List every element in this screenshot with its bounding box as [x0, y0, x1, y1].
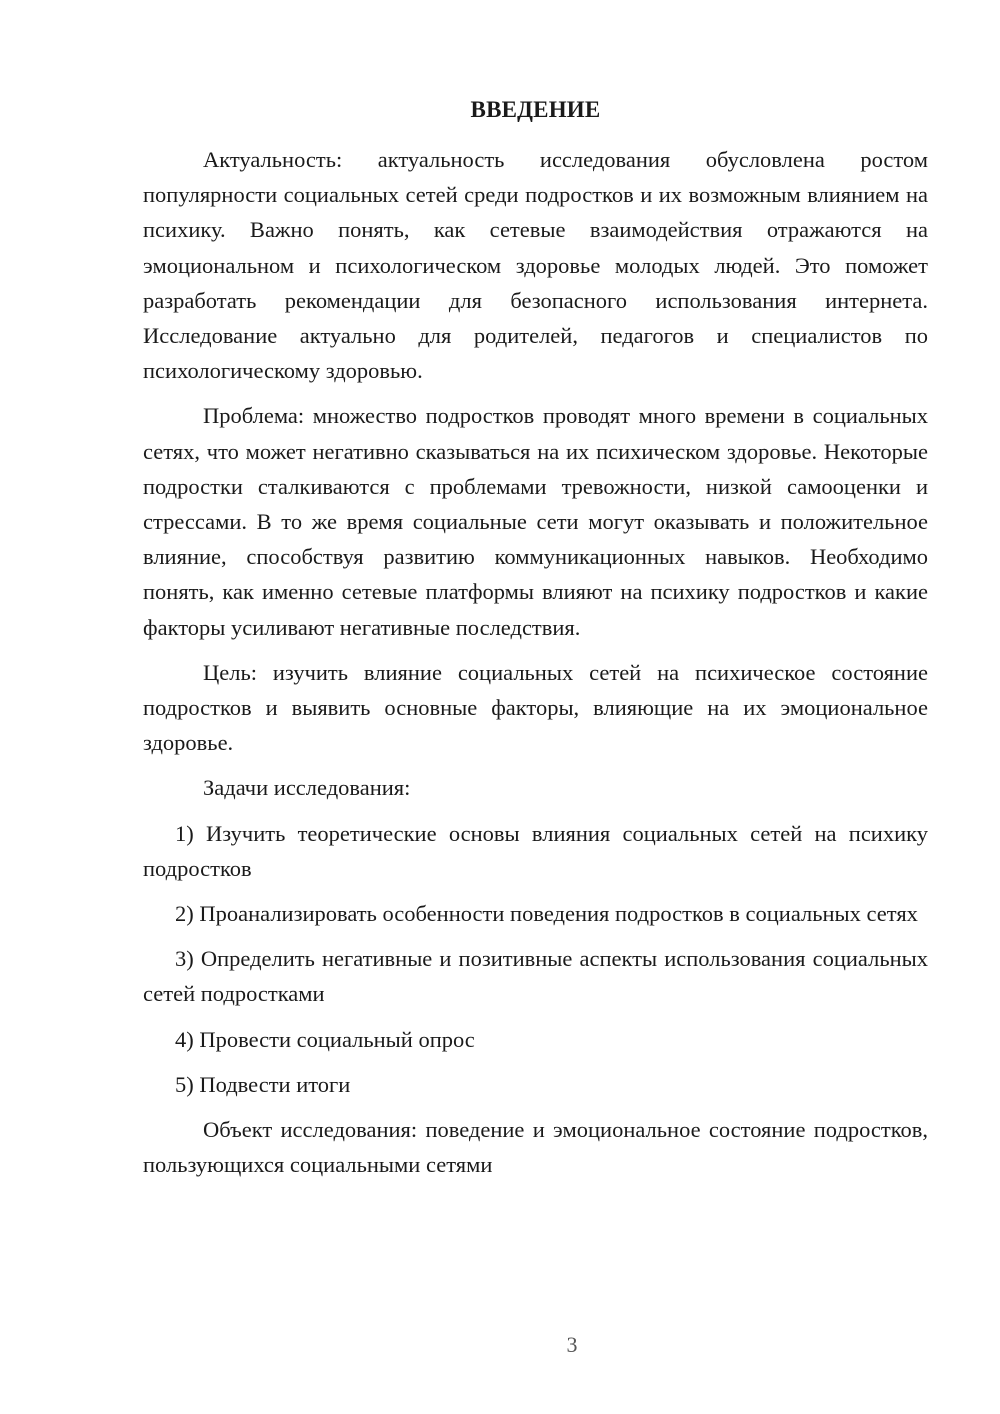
tasks-heading: Задачи исследования:: [203, 775, 411, 801]
task-item-3: 3) Определить негативные и позитивные аспекты использования социальных сетей подростками: [143, 946, 928, 1007]
task-item-5: 5) Подвести итоги: [175, 1071, 351, 1097]
page-title: ВВЕДЕНИЕ: [470, 97, 601, 122]
task-item-4: 4) Провести социальный опрос: [175, 1026, 475, 1052]
relevance-paragraph: Актуальность: актуальность исследования обусловлена ростом популярности социальных сетей среди подростков и их возможным влиянием на психику. Важно понять, как сетевые взаимодействия отражаются на эмоциональном и психологическом здоровье молодых людей. Это поможет разработать рекомендации для безопасного использования интернета. Исследование актуально для родителей, педагогов и специалистов по психологическому здоровью.: [143, 147, 928, 384]
problem-paragraph: Проблема: множество подростков проводят много времени в социальных сетях, что может негативно сказываться на их психическом здоровье. Некоторые подростки сталкиваются с проблемами тревожности, низкой самооценки и стрессами. В то же время социальные сети могут оказывать и положительное влияние, способствуя развитию коммуникационных навыков. Необходимо понять, как именно сетевые платформы влияют на психику подростков и какие факторы усиливают негативные последствия.: [143, 403, 928, 640]
task-item-1: 1) Изучить теоретические основы влияния социальных сетей на психику подростков: [143, 820, 928, 881]
task-item-2: 2) Проанализировать особенности поведения подростков в социальных сетях: [175, 901, 918, 927]
goal-paragraph: Цель: изучить влияние социальных сетей на психическое состояние подростков и выявить основные факторы, влияющие на их эмоциональное здоровье.: [143, 659, 928, 756]
page-content: [143, 92, 928, 1182]
page-number: 3: [566, 1332, 578, 1357]
object-paragraph: Объект исследования: поведение и эмоциональное состояние подростков, пользующихся социальными сетями: [143, 1117, 928, 1178]
